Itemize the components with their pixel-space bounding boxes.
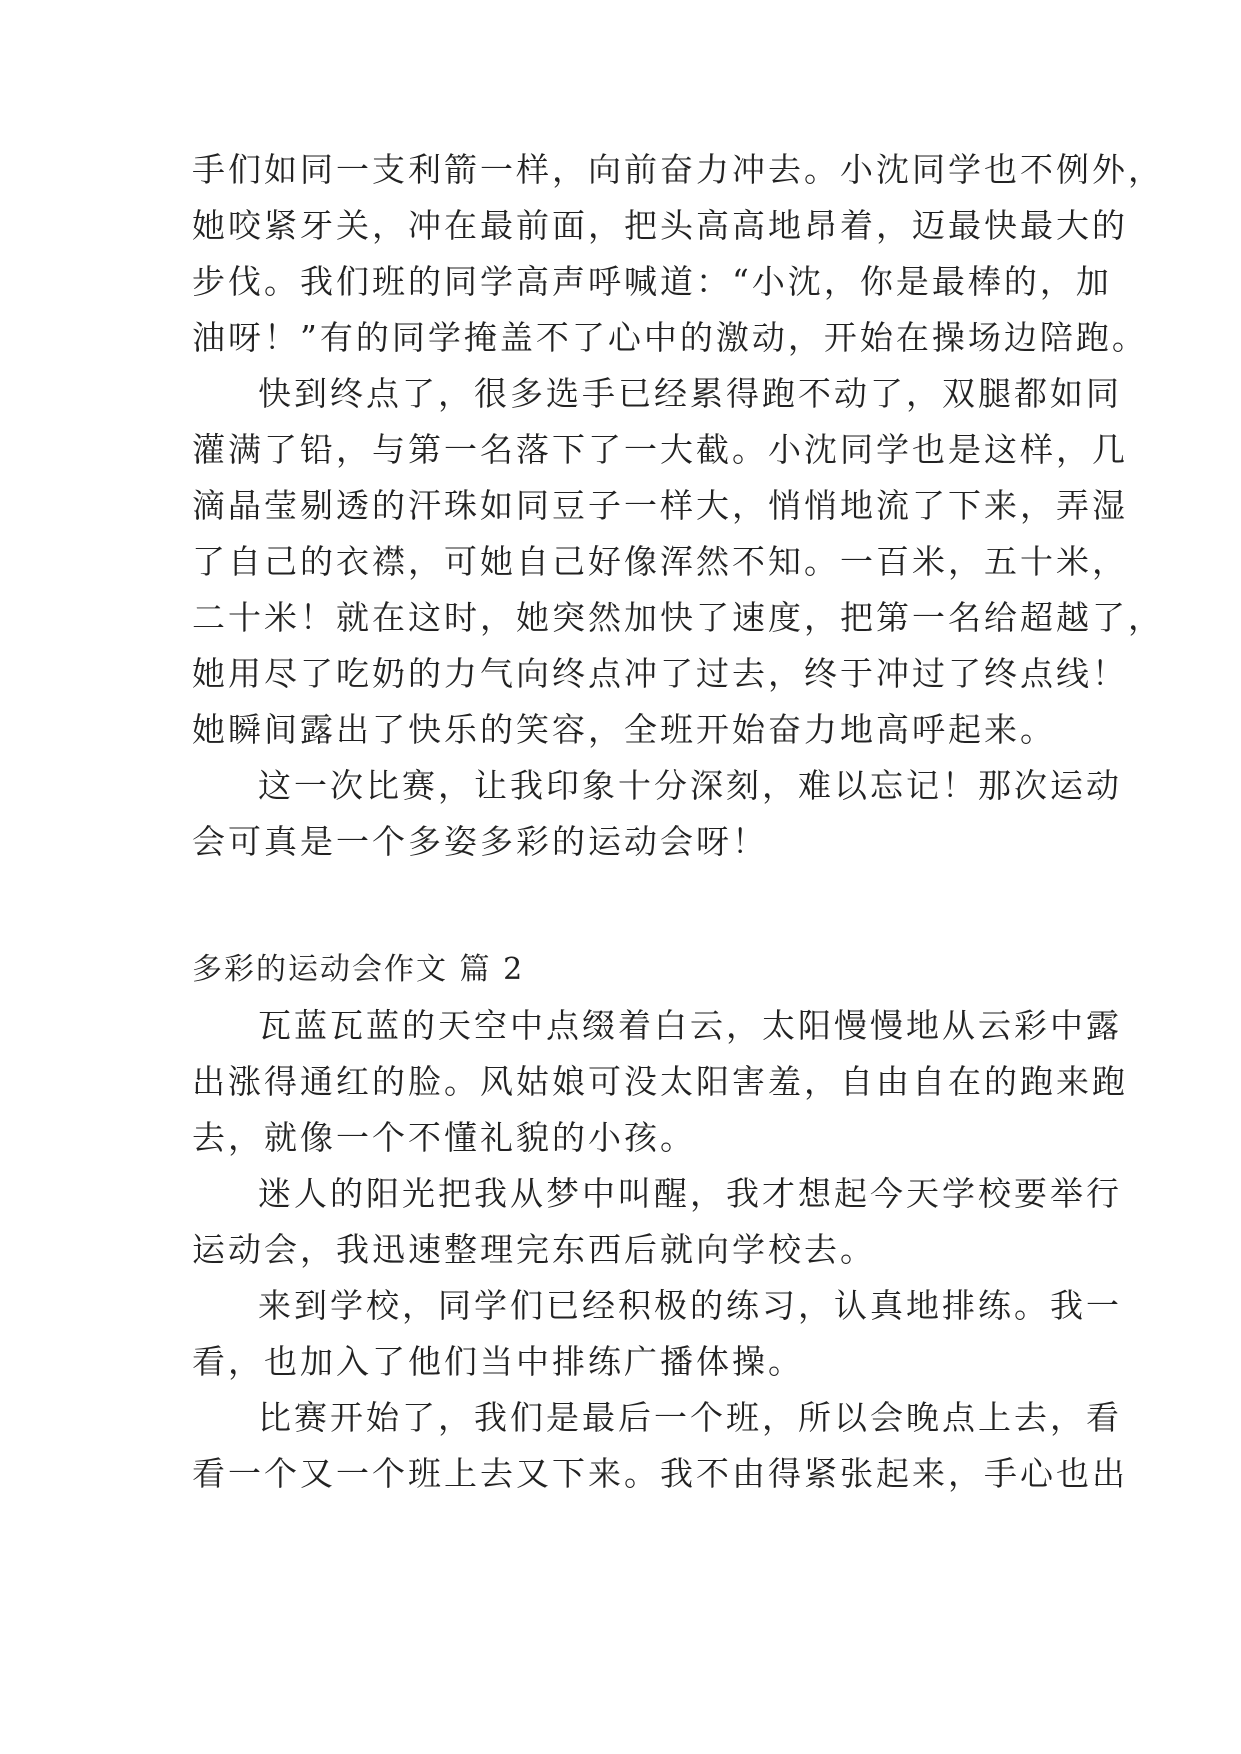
text-line: 瓦蓝瓦蓝的天空中点缀着白云，太阳慢慢地从云彩中露	[258, 1006, 1122, 1045]
section-heading: 多彩的运动会作文 篇 2	[192, 952, 525, 987]
text-line: 她咬紧牙关，冲在最前面，把头高高地昂着，迈最快最大的	[192, 206, 1128, 245]
text-line: 迷人的阳光把我从梦中叫醒，我才想起今天学校要举行	[258, 1174, 1122, 1213]
text-line: 出涨得通红的脸。风姑娘可没太阳害羞，自由自在的跑来跑	[192, 1062, 1128, 1101]
text-line: 去，就像一个不懂礼貌的小孩。	[192, 1118, 696, 1157]
document-page	[192, 142, 1164, 1502]
text-line: 步伐。我们班的同学高声呼喊道：“小沈，你是最棒的，加	[192, 262, 1112, 301]
text-line: 来到学校，同学们已经积极的练习，认真地排练。我一	[258, 1286, 1122, 1325]
text-line: 手们如同一支利箭一样，向前奋力冲去。小沈同学也不例外，	[192, 150, 1164, 189]
text-line: 她瞬间露出了快乐的笑容，全班开始奋力地高呼起来。	[192, 710, 1056, 749]
text-line: 滴晶莹剔透的汗珠如同豆子一样大，悄悄地流了下来，弄湿	[192, 486, 1128, 525]
text-line: 看，也加入了他们当中排练广播体操。	[192, 1342, 804, 1381]
text-line: 她用尽了吃奶的力气向终点冲了过去，终于冲过了终点线！	[192, 654, 1128, 693]
paragraph	[192, 1166, 1122, 1278]
text-line: 灌满了铅，与第一名落下了一大截。小沈同学也是这样，几	[192, 430, 1128, 469]
text-line: 油呀！”有的同学掩盖不了心中的激动，开始在操场边陪跑。	[192, 318, 1148, 357]
section-spacer	[192, 870, 1052, 942]
text-line: 了自己的衣襟，可她自己好像浑然不知。一百米，五十米，	[192, 542, 1128, 581]
text-line: 比赛开始了，我们是最后一个班，所以会晚点上去，看	[258, 1398, 1122, 1437]
paragraph	[192, 998, 1128, 1166]
paragraph	[192, 1278, 1122, 1390]
paragraph	[192, 1390, 1128, 1502]
paragraph	[192, 366, 1164, 758]
text-line: 这一次比赛，让我印象十分深刻，难以忘记！那次运动	[258, 766, 1122, 805]
text-line: 快到终点了，很多选手已经累得跑不动了，双腿都如同	[258, 374, 1122, 413]
paragraph	[192, 758, 1122, 870]
text-line: 会可真是一个多姿多彩的运动会呀！	[192, 822, 768, 861]
text-line: 看一个又一个班上去又下来。我不由得紧张起来，手心也出	[192, 1454, 1128, 1493]
text-line: 运动会，我迅速整理完东西后就向学校去。	[192, 1230, 876, 1269]
text-line: 二十米！就在这时，她突然加快了速度，把第一名给超越了，	[192, 598, 1164, 637]
paragraph	[192, 142, 1164, 366]
